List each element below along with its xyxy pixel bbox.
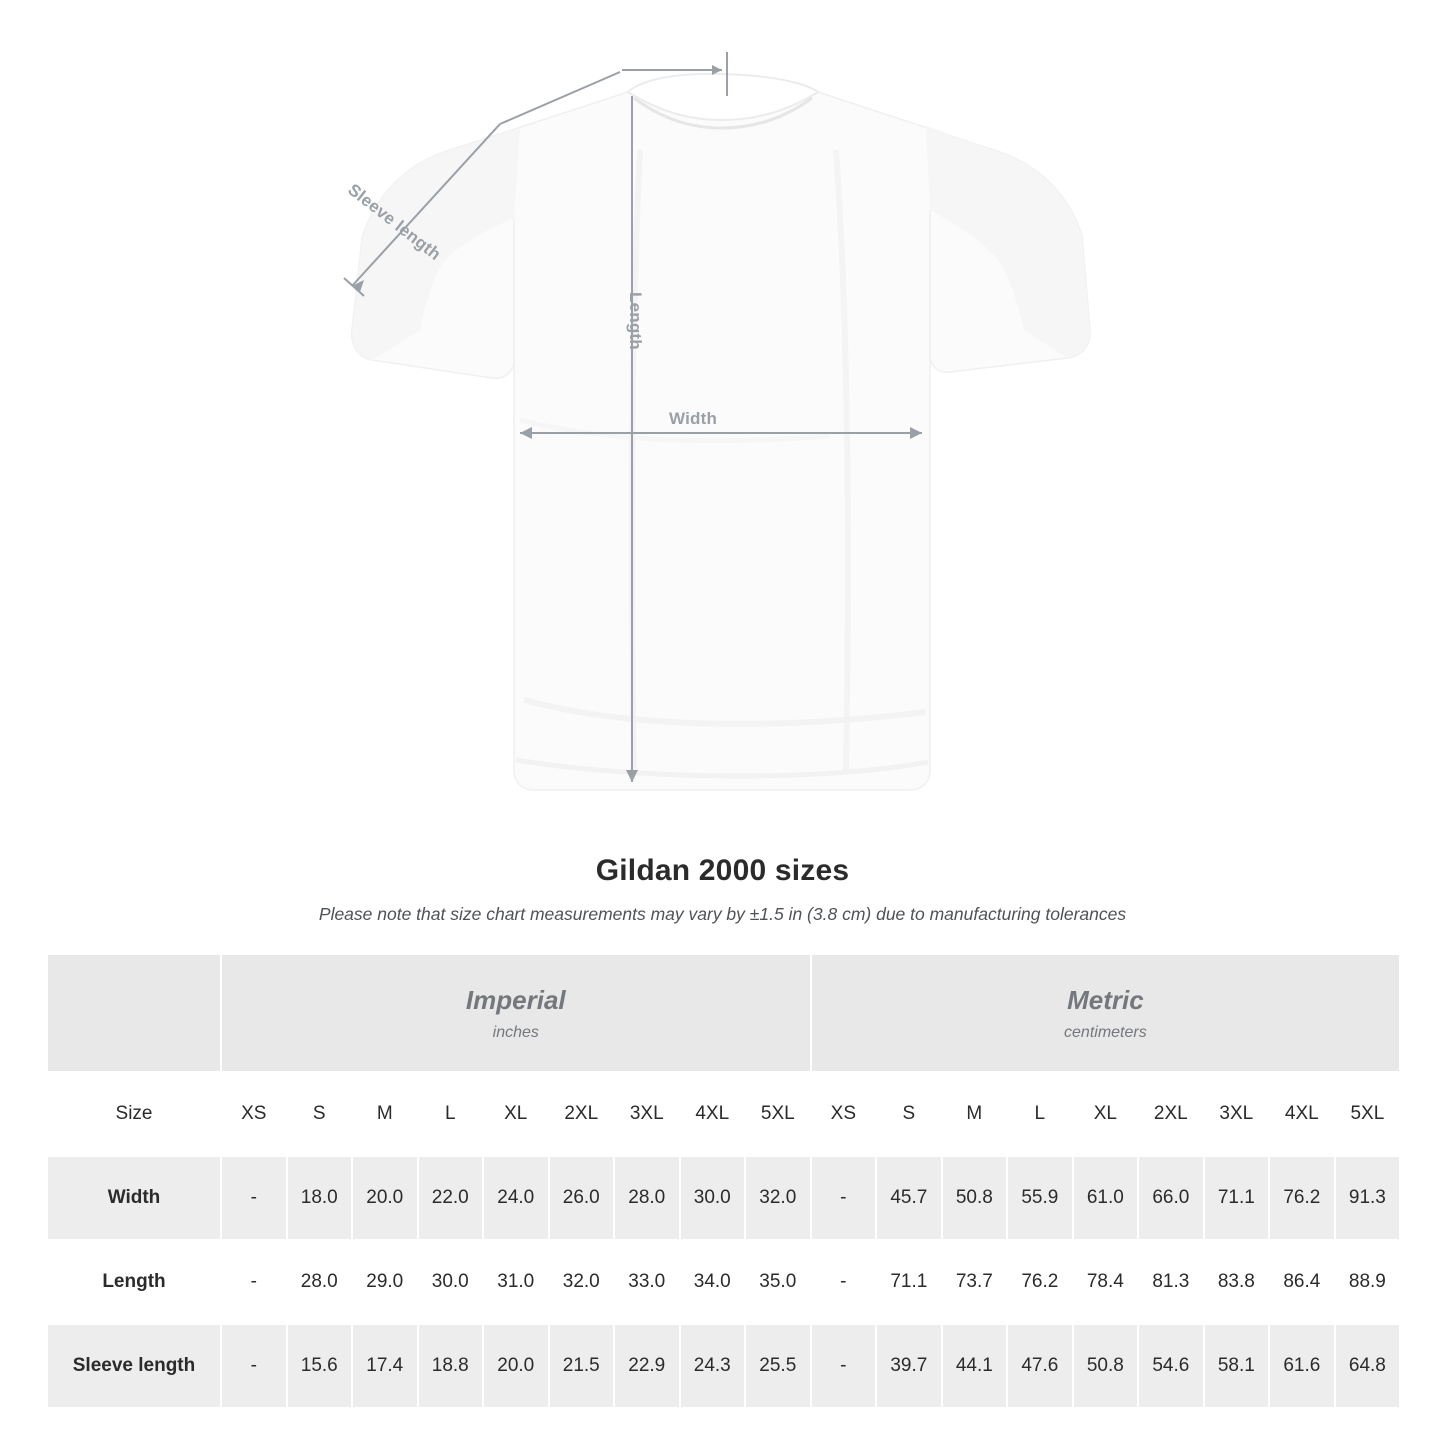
size-header-imperial-5xl: 5XL <box>745 1072 811 1156</box>
cell-sleeve-metric-4xl: 61.6 <box>1269 1324 1335 1408</box>
size-header-metric-xl: XL <box>1073 1072 1139 1156</box>
size-table-wrap <box>46 953 1399 1409</box>
unit-metric-name: Metric <box>1067 984 1144 1015</box>
sleeve-length-dimension-label: Sleeve length <box>344 180 445 265</box>
unit-header-metric <box>811 954 1401 1072</box>
cell-length-imperial-m: 29.0 <box>352 1240 418 1324</box>
cell-length-imperial-xl: 31.0 <box>483 1240 549 1324</box>
size-header-label: Size <box>47 1072 221 1156</box>
unit-imperial-name: Imperial <box>465 984 566 1015</box>
cell-sleeve-imperial-3xl: 22.9 <box>614 1324 680 1408</box>
size-header-metric-3xl: 3XL <box>1204 1072 1270 1156</box>
cell-width-imperial-s: 18.0 <box>287 1156 353 1240</box>
cell-sleeve-imperial-m: 17.4 <box>352 1324 418 1408</box>
size-header-metric-2xl: 2XL <box>1138 1072 1204 1156</box>
size-header-row <box>47 1072 1400 1156</box>
cell-sleeve-imperial-xl: 20.0 <box>483 1324 549 1408</box>
size-header-imperial-xs: XS <box>221 1072 287 1156</box>
cell-sleeve-metric-2xl: 54.6 <box>1138 1324 1204 1408</box>
cell-length-metric-3xl: 83.8 <box>1204 1240 1270 1324</box>
page-title: Gildan 2000 sizes <box>595 854 850 887</box>
size-header-imperial-l: L <box>418 1072 484 1156</box>
cell-length-imperial-s: 28.0 <box>287 1240 353 1324</box>
size-header-metric-l: L <box>1007 1072 1073 1156</box>
cell-length-metric-s: 71.1 <box>876 1240 942 1324</box>
unit-metric-sub: centimeters <box>1064 1023 1147 1041</box>
size-header-metric-xs: XS <box>811 1072 877 1156</box>
cell-sleeve-imperial-4xl: 24.3 <box>680 1324 746 1408</box>
cell-width-imperial-xs: - <box>221 1156 287 1240</box>
row-label-sleeve-length: Sleeve length <box>47 1324 221 1408</box>
cell-width-imperial-5xl: 32.0 <box>745 1156 811 1240</box>
cell-sleeve-metric-xl: 50.8 <box>1073 1324 1139 1408</box>
cell-length-imperial-xs: - <box>221 1240 287 1324</box>
cell-sleeve-imperial-s: 15.6 <box>287 1324 353 1408</box>
cell-width-metric-xl: 61.0 <box>1073 1156 1139 1240</box>
cell-width-imperial-2xl: 26.0 <box>549 1156 615 1240</box>
cell-length-metric-xl: 78.4 <box>1073 1240 1139 1324</box>
cell-sleeve-metric-s: 39.7 <box>876 1324 942 1408</box>
size-header-metric-4xl: 4XL <box>1269 1072 1335 1156</box>
cell-length-metric-5xl: 88.9 <box>1335 1240 1401 1324</box>
length-dimension-label: Length <box>626 292 645 350</box>
cell-width-imperial-l: 22.0 <box>418 1156 484 1240</box>
cell-sleeve-metric-5xl: 64.8 <box>1335 1324 1401 1408</box>
cell-width-imperial-xl: 24.0 <box>483 1156 549 1240</box>
cell-width-metric-m: 50.8 <box>942 1156 1008 1240</box>
cell-sleeve-metric-m: 44.1 <box>942 1324 1008 1408</box>
unit-imperial-sub: inches <box>492 1023 539 1041</box>
cell-width-metric-s: 45.7 <box>876 1156 942 1240</box>
size-header-metric-s: S <box>876 1072 942 1156</box>
tolerance-note: Please note that size chart measurements may vary by ±1.5 in (3.8 cm) due to manufacturing tolerances <box>318 904 1127 924</box>
unit-header-imperial <box>221 954 811 1072</box>
cell-sleeve-metric-3xl: 58.1 <box>1204 1324 1270 1408</box>
cell-length-imperial-2xl: 32.0 <box>549 1240 615 1324</box>
title-block <box>0 854 1445 925</box>
cell-length-imperial-4xl: 34.0 <box>680 1240 746 1324</box>
table-row <box>47 1240 1400 1324</box>
cell-length-metric-4xl: 86.4 <box>1269 1240 1335 1324</box>
cell-width-metric-3xl: 71.1 <box>1204 1156 1270 1240</box>
size-header-imperial-m: M <box>352 1072 418 1156</box>
cell-sleeve-metric-xs: - <box>811 1324 877 1408</box>
size-header-imperial-2xl: 2XL <box>549 1072 615 1156</box>
cell-width-metric-2xl: 66.0 <box>1138 1156 1204 1240</box>
cell-width-imperial-m: 20.0 <box>352 1156 418 1240</box>
width-dimension-label: Width <box>669 409 718 428</box>
cell-width-metric-4xl: 76.2 <box>1269 1156 1335 1240</box>
cell-length-metric-m: 73.7 <box>942 1240 1008 1324</box>
cell-sleeve-metric-l: 47.6 <box>1007 1324 1073 1408</box>
size-chart-table <box>46 953 1401 1409</box>
size-header-imperial-s: S <box>287 1072 353 1156</box>
cell-sleeve-imperial-5xl: 25.5 <box>745 1324 811 1408</box>
cell-length-imperial-5xl: 35.0 <box>745 1240 811 1324</box>
unit-header-row <box>47 954 1400 1072</box>
size-header-imperial-3xl: 3XL <box>614 1072 680 1156</box>
cell-length-metric-l: 76.2 <box>1007 1240 1073 1324</box>
cell-length-imperial-3xl: 33.0 <box>614 1240 680 1324</box>
unit-header-spacer <box>47 954 221 1072</box>
cell-sleeve-imperial-xs: - <box>221 1324 287 1408</box>
cell-sleeve-imperial-2xl: 21.5 <box>549 1324 615 1408</box>
cell-width-metric-5xl: 91.3 <box>1335 1156 1401 1240</box>
cell-width-metric-l: 55.9 <box>1007 1156 1073 1240</box>
cell-length-imperial-l: 30.0 <box>418 1240 484 1324</box>
size-header-metric-5xl: 5XL <box>1335 1072 1401 1156</box>
cell-width-imperial-4xl: 30.0 <box>680 1156 746 1240</box>
cell-width-imperial-3xl: 28.0 <box>614 1156 680 1240</box>
cell-length-metric-xs: - <box>811 1240 877 1324</box>
row-label-width: Width <box>47 1156 221 1240</box>
size-header-metric-m: M <box>942 1072 1008 1156</box>
row-label-length: Length <box>47 1240 221 1324</box>
cell-width-metric-xs: - <box>811 1156 877 1240</box>
size-header-imperial-4xl: 4XL <box>680 1072 746 1156</box>
size-header-imperial-xl: XL <box>483 1072 549 1156</box>
table-row <box>47 1324 1400 1408</box>
table-row <box>47 1156 1400 1240</box>
cell-sleeve-imperial-l: 18.8 <box>418 1324 484 1408</box>
cell-length-metric-2xl: 81.3 <box>1138 1240 1204 1324</box>
